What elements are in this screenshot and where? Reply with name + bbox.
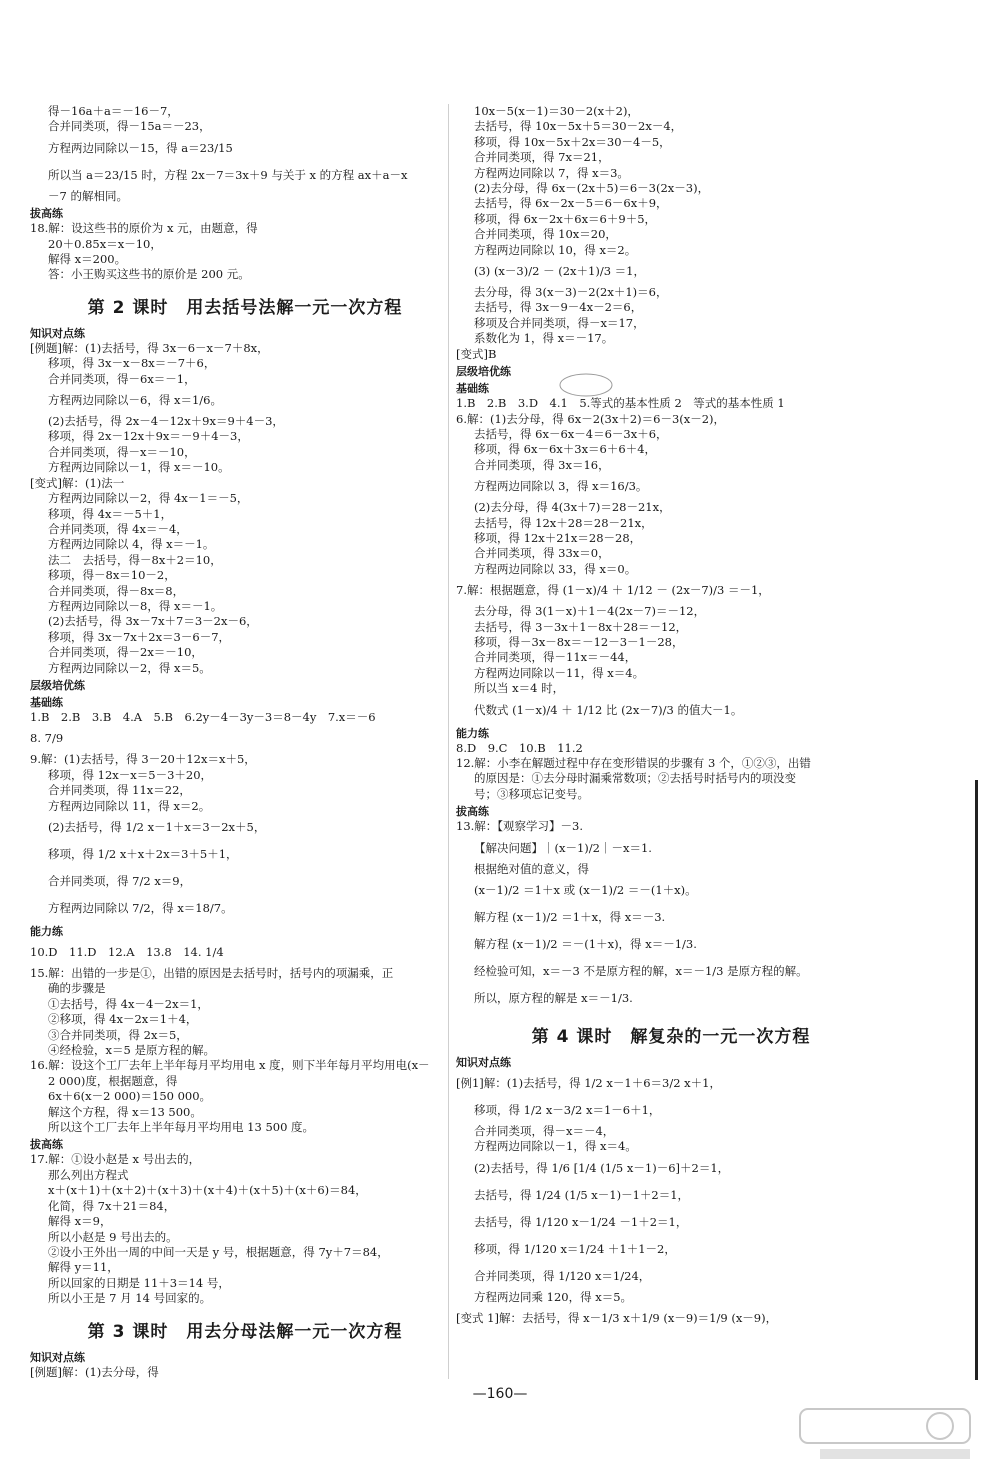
text-line: (x－1)/2 ＝1＋x 或 (x－1)/2 ＝－(1＋x)。 (474, 883, 697, 898)
text-line: 方程两边同除以－2，得 4x－1＝－5， (48, 491, 249, 506)
text-line: 合并同类项，得 33x＝0， (474, 546, 610, 561)
text-line: 合并同类项，得 7/2 x＝9， (48, 874, 192, 888)
text-line: 所以这个工厂去年上半年每月平均用电 13 500 度。 (48, 1120, 315, 1135)
text-line: 13.解：【观察学习】－3. (456, 819, 584, 834)
text-line: 化简，得 7x＋21＝84， (48, 1198, 176, 1213)
text-line: 代数式 (1－x)/4 ＋ 1/12 比 (2x－7)/3 的值大－1。 (474, 702, 743, 717)
text-line: 8.D 9.C 10.B 11.2 (456, 740, 583, 755)
text-line: 去括号，得 10x－5x＋5＝30－2x－4， (474, 119, 683, 134)
text-line: 9.解：(1)去括号，得 3－20＋12x＝x＋5， (30, 752, 256, 767)
text-line: －7 的解相同。 (48, 188, 128, 203)
text-line: 1.B 2.B 3.B 4.A 5.B 6.2y－4－3y－3＝8－4y 7.x＝－6 (30, 709, 376, 724)
text-line: 移项，得－3x－8x＝－12－3－1－28， (474, 634, 684, 649)
text-line: 15.解：出错的一步是①，出错的原因是去括号时，括号内的项漏乘，正 (30, 966, 394, 980)
text-line: ②移项，得 4x－2x＝1＋4， (48, 1012, 198, 1027)
text-line: 7.解：根据题意，得 (1－x)/4 ＋ 1/12 － (2x－7)/3 ＝－1， (456, 583, 770, 598)
text-line: 合并同类项，得 3x＝16， (474, 457, 610, 472)
text-line: 解方程 (x－1)/2 ＝1＋x，得 x＝－3. (474, 910, 666, 925)
text-line: 移项，得 10x－5x＋2x＝30－4－5， (474, 134, 671, 149)
text-line: 方程两边同除以－11，得 x＝4。 (474, 665, 645, 680)
text-line: 法二 去括号，得－8x＋2＝10， (48, 552, 222, 567)
text-line: 12.解：小李在解题过程中存在变形错误的步骤有 3 个，①②③，出错 (456, 756, 811, 770)
text-line: 合并同类项，得－11x＝－44， (474, 650, 637, 665)
text-line: ②设小王外出一周的中间一天是 y 号，根据题意，得 7y＋7＝84， (48, 1244, 389, 1259)
text-line: 移项，得 6x－2x＋6x＝6＋9＋5， (474, 211, 657, 226)
text-line: 解得 y＝11， (48, 1260, 119, 1275)
text-line: [例1]解：(1)去括号，得 1/2 x－1＋6＝3/2 x＋1， (456, 1076, 721, 1091)
text-line: 16.解：设这个工厂去年上半年每月平均用电 x 度，则下半年每月平均用电(x－ (30, 1058, 430, 1073)
text-line: 合并同类项，得－15a＝－23， (48, 119, 211, 134)
text-line: ③合并同类项，得 2x＝5， (48, 1027, 188, 1042)
text-line: 移项，得 2x－12x＋9x＝－9＋4－3， (48, 429, 249, 444)
text-line: 合并同类项，得－x＝－10， (48, 444, 196, 459)
text-line: 解方程 (x－1)/2 ＝－(1＋x)，得 x＝－1/3. (474, 937, 697, 952)
text-line: 去括号，得 1/24 (1/5 x－1)－1＋2＝1， (474, 1187, 690, 1202)
text-line: 方程两边同除以 7/2，得 x＝18/7。 (48, 901, 233, 915)
text-line: 合并同类项，得 11x＝22， (48, 783, 191, 798)
subsection-label: 拔高练 (30, 207, 63, 221)
text-line: 所以小赵是 9 号出去的。 (48, 1229, 178, 1244)
text-line: 所以，原方程的解是 x＝－1/3. (474, 991, 633, 1006)
text-line: 6x＋6(x－2 000)＝150 000。 (48, 1089, 212, 1104)
text-line: 方程两边同乘 120，得 x＝5。 (474, 1289, 633, 1304)
text-line: (2)去括号，得 2x－4－12x＋9x＝9＋4－3， (48, 414, 284, 429)
subsection-label: 能力练 (30, 925, 63, 938)
text-line: ④经检验，x＝5 是原方程的解。 (48, 1043, 215, 1058)
page-edge-bar (975, 780, 978, 1380)
text-line: 移项，得 1/2 x＋x＋2x＝3＋5＋1， (48, 847, 238, 861)
text-line: [变式]解：(1)法一 (30, 475, 125, 490)
text-line: 方程两边同除以－15，得 a＝23/15 (48, 140, 233, 155)
text-line: 去括号，得 3x－9－4x－2＝6， (474, 300, 643, 315)
text-line: 1.B 2.B 3.D 4.1 5.等式的基本性质 2 等式的基本性质 1 (456, 396, 785, 411)
subsection-label: 能力练 (456, 726, 489, 740)
text-line: 移项，得 6x－6x＋3x＝6＋6＋4， (474, 442, 657, 457)
right-column (456, 104, 886, 1332)
text-line: 17.解：①设小赵是 x 号出去的， (30, 1152, 201, 1167)
text-line: 【解决问题】｜(x－1)/2｜－x＝1. (474, 840, 652, 855)
text-line: 方程两边同除以－1，得 x＝－10。 (48, 460, 230, 475)
text-line: 合并同类项，得 10x＝20， (474, 227, 617, 242)
text-line: 解得 x＝9， (48, 1214, 112, 1229)
text-line: 经检验可知，x＝－3 不是原方程的解，x＝－1/3 是原方程的解。 (474, 964, 808, 979)
subsection-label: 知识对点练 (30, 1350, 85, 1364)
text-line: 10.D 11.D 12.A 13.8 14. 1/4 (30, 945, 224, 959)
text-line: 8. 7/9 (30, 731, 64, 746)
text-line: 方程两边同除以 11，得 x＝2。 (48, 798, 211, 813)
text-line: 移项及合并同类项，得－x＝17， (474, 315, 645, 330)
subsection-label: 知识对点练 (30, 326, 85, 340)
subsection-label: 基础练 (30, 695, 63, 709)
text-line: 去括号，得 12x＋28＝28－21x， (474, 515, 653, 530)
text-line: 移项，得 1/120 x＝1/24 ＋1＋1－2， (474, 1241, 676, 1256)
text-line: [变式 1]解：去括号，得 x－1/3 x＋1/9 (x－9)＝1/9 (x－9)， (456, 1311, 778, 1326)
text-line: 合并同类项，得 1/120 x＝1/24， (474, 1268, 651, 1283)
text-line: 移项，得 12x＋21x＝28－28， (474, 530, 642, 545)
text-line: 方程两边同除以－8，得 x＝－1。 (48, 598, 223, 613)
text-line: 合并同类项，得 4x＝－4， (48, 521, 188, 536)
text-line: 合并同类项，得－6x＝－1， (48, 371, 196, 386)
text-line: [例题]解：(1)去分母，得 (30, 1364, 159, 1379)
text-line: 合并同类项，得－2x＝－10， (48, 645, 203, 660)
text-line: 方程两边同除以－6，得 x＝1/6。 (48, 393, 222, 408)
text-line: 解得 x＝200。 (48, 252, 127, 267)
text-line: 那么列出方程式 (48, 1167, 129, 1182)
text-line: 答：小王购买这些书的原价是 200 元。 (48, 267, 250, 282)
text-line: 去分母，得 3(1－x)＋1－4(2x－7)＝－12， (474, 604, 706, 619)
subsection-label: 基础练 (456, 382, 489, 396)
text-line: 移项，得 1/2 x－3/2 x＝1－6＋1， (474, 1103, 661, 1118)
text-line: 20＋0.85x＝x－10， (48, 236, 162, 251)
text-line: 移项，得 3x－x－8x＝－7＋6， (48, 356, 216, 371)
subsection-label: 知识对点练 (456, 1056, 511, 1070)
section-heading: 第 4 课时 解复杂的一元一次方程 (531, 1027, 811, 1048)
text-line: 去括号，得 3－3x＋1－8x＋28＝－12， (474, 619, 688, 634)
watermark-logo (790, 1405, 990, 1465)
subsection-label: 层级培优练 (30, 678, 85, 692)
text-line: 去括号，得 1/120 x－1/24 －1＋2＝1， (474, 1214, 688, 1229)
text-line: 方程两边同除以－2，得 x＝5。 (48, 660, 211, 675)
text-line: 方程两边同除以 7，得 x＝3。 (474, 165, 629, 180)
text-line: [例题]解：(1)去括号，得 3x－6－x－7＋8x， (30, 340, 269, 355)
text-line: 去括号，得 6x－2x－5＝6－6x＋9， (474, 196, 668, 211)
left-column (30, 104, 460, 1380)
text-line: 合并同类项，得－x＝－4， (474, 1124, 615, 1139)
text-line: 6.解：(1)去分母，得 6x－2(3x＋2)＝6－3(x－2)， (456, 411, 726, 426)
section-heading: 第 3 课时 用去分母法解一元一次方程 (87, 1321, 403, 1342)
text-line: 合并同类项，得－8x＝8， (48, 583, 185, 598)
text-line: 所以当 a＝23/15 时，方程 2x－7＝3x＋9 与关于 x 的方程 ax＋a－x (48, 167, 408, 182)
text-line: 方程两边同除以 4，得 x＝－1。 (48, 537, 215, 552)
text-line: 合并同类项，得 7x＝21， (474, 150, 610, 165)
text-line: 所以回家的日期是 11＋3＝14 号， (48, 1275, 230, 1290)
text-line: 确的步骤是 (48, 981, 106, 996)
text-line: 18.解：设这些书的原价为 x 元，由题意，得 (30, 221, 258, 236)
text-line: 方程两边同除以 3，得 x＝16/3。 (474, 479, 648, 494)
text-line: (2)去括号，得 1/2 x－1＋x＝3－2x＋5， (48, 820, 266, 834)
text-line: 得－16a＋a＝－16－7， (48, 104, 179, 118)
handwritten-stamp (556, 370, 616, 400)
text-line: 所以当 x＝4 时， (474, 681, 565, 696)
text-line: 移项，得 3x－7x＋2x＝3－6－7， (48, 629, 231, 644)
subsection-label: 拔高练 (30, 1138, 63, 1152)
text-line: (2)去括号，得 1/6 [1/4 (1/5 x－1)－6]＋2＝1， (474, 1160, 730, 1175)
text-line: 的原因是：①去分母时漏乘常数项；②去括号时括号内的项没变 (474, 771, 796, 786)
text-line: 根据绝对值的意义，得 (474, 861, 589, 876)
text-line: 所以小王是 7 月 14 号回家的。 (48, 1291, 212, 1306)
text-line: 号；③移项忘记变号。 (474, 786, 589, 801)
text-line: 系数化为 1，得 x＝－17。 (474, 331, 614, 346)
text-line: 方程两边同除以 10，得 x＝2。 (474, 242, 637, 257)
text-line: x＋(x＋1)＋(x＋2)＋(x＋3)＋(x＋4)＋(x＋5)＋(x＋6)＝84， (48, 1183, 367, 1198)
text-line: 方程两边同除以 33，得 x＝0。 (474, 561, 637, 576)
text-line: 去分母，得 3(x－3)－2(2x＋1)＝6， (474, 285, 668, 300)
page-number: —160— (472, 1386, 528, 1402)
subsection-label: 层级培优练 (456, 365, 511, 379)
text-line: (2)去分母，得 4(3x＋7)＝28－21x， (474, 500, 671, 515)
text-line: 10x－5(x－1)＝30－2(x＋2)， (474, 104, 639, 118)
subsection-label: 拔高练 (456, 805, 489, 819)
text-line: (3) (x－3)/2 － (2x＋1)/3 ＝1， (474, 264, 645, 279)
text-line: ①去括号，得 4x－4－2x＝1， (48, 996, 209, 1011)
text-line: [变式]B (456, 346, 497, 361)
text-line: 移项，得－8x＝10－2， (48, 568, 176, 583)
text-line: 解这个方程，得 x＝13 500。 (48, 1104, 202, 1119)
section-heading: 第 2 课时 用去括号法解一元一次方程 (87, 297, 403, 318)
text-line: 方程两边同除以－1，得 x＝4。 (474, 1139, 637, 1154)
text-line: 移项，得 4x＝－5＋1， (48, 506, 173, 521)
text-line: 去括号，得 6x－6x－4＝6－3x＋6， (474, 426, 668, 441)
text-line: 2 000)度，根据题意，得 (48, 1073, 178, 1088)
text-line: (2)去括号，得 3x－7x＋7＝3－2x－6， (48, 614, 258, 629)
text-line: 移项，得 12x－x＝5－3＋20， (48, 767, 213, 782)
text-line: (2)去分母，得 6x－(2x＋5)＝6－3(2x－3)， (474, 181, 710, 196)
